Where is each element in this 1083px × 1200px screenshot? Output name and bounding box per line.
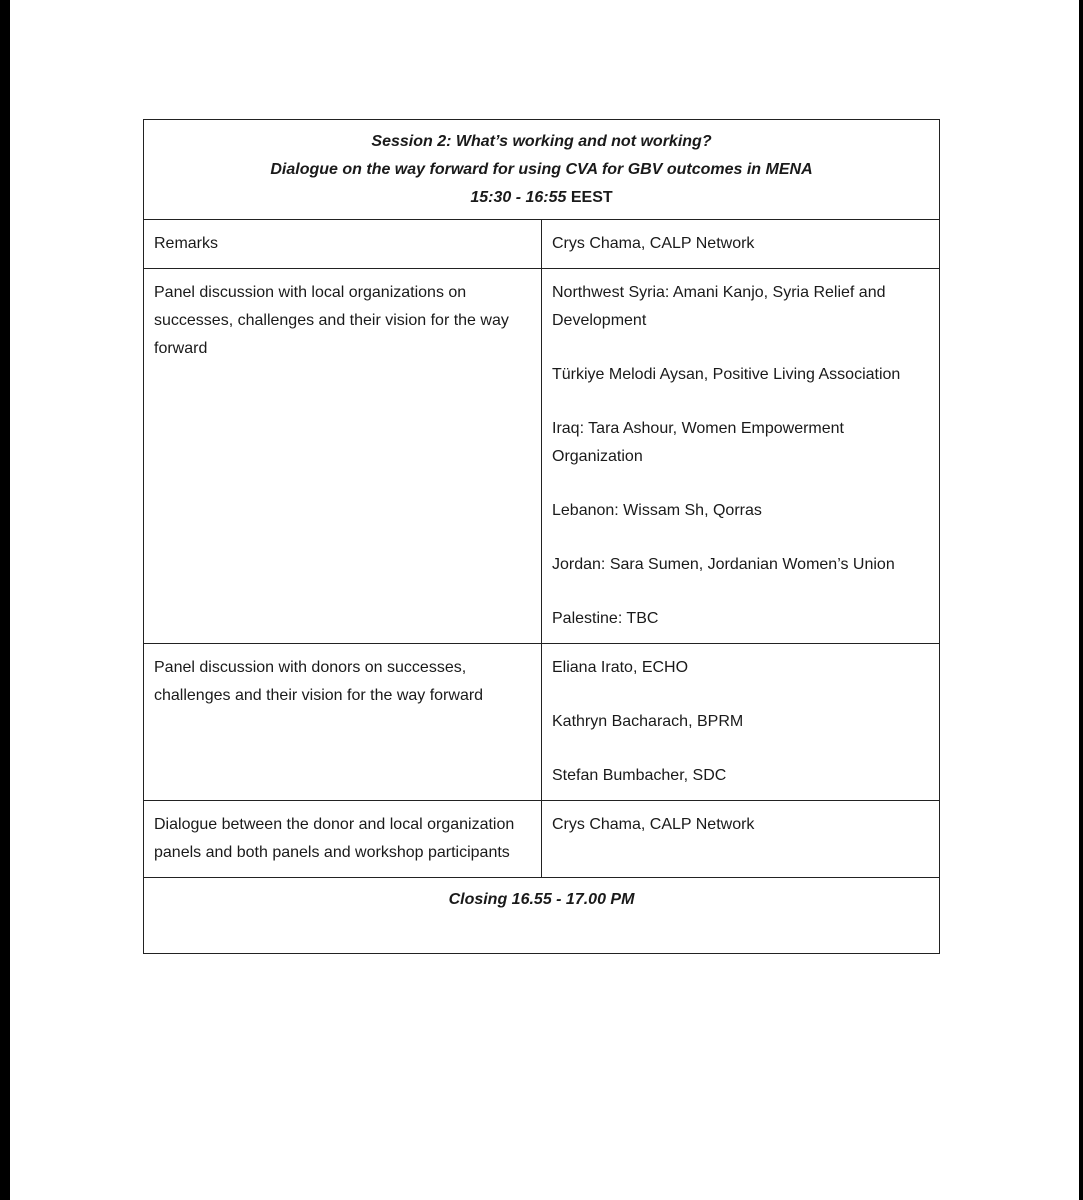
closing-label: Closing 16.55 - 17.00 PM <box>144 878 940 954</box>
table-row <box>144 644 940 801</box>
speaker: Stefan Bumbacher, SDC <box>552 767 727 784</box>
speaker: Lebanon: Wissam Sh, Qorras <box>552 502 762 519</box>
agenda-item: Remarks <box>144 220 542 269</box>
session-time <box>154 184 929 212</box>
speaker: Crys Chama, CALP Network <box>552 816 755 833</box>
speaker: Kathryn Bacharach, BPRM <box>552 713 744 730</box>
page-edge-left <box>0 0 10 1200</box>
session-title: Session 2: What’s working and not working? <box>371 133 712 150</box>
speaker: Eliana Irato, ECHO <box>552 659 689 676</box>
session-header-row <box>144 120 940 220</box>
speaker: Jordan: Sara Sumen, Jordanian Women’s Union <box>552 556 895 573</box>
table-row <box>144 220 940 269</box>
agenda-table <box>143 119 940 954</box>
speaker: Palestine: TBC <box>552 610 659 627</box>
table-row <box>144 801 940 878</box>
speaker: Iraq: Tara Ashour, Women Empowerment Organization <box>552 420 844 465</box>
session-timezone: EEST <box>570 189 613 206</box>
closing-row <box>144 878 940 954</box>
agenda-item: Panel discussion with donors on successes, challenges and their vision for the way forward <box>144 644 542 801</box>
session-header <box>144 120 940 220</box>
session-subtitle: Dialogue on the way forward for using CVA for GBV outcomes in MENA <box>270 161 813 178</box>
speaker: Türkiye Melodi Aysan, Positive Living Association <box>552 366 901 383</box>
agenda-item: Dialogue between the donor and local organization panels and both panels and workshop participants <box>144 801 542 878</box>
speaker-cell <box>542 644 940 801</box>
speaker-cell <box>542 801 940 878</box>
speaker: Northwest Syria: Amani Kanjo, Syria Relief and Development <box>552 284 886 329</box>
speaker-cell <box>542 220 940 269</box>
session-time-range: 15:30 - 16:55 <box>470 189 567 206</box>
table-row <box>144 269 940 644</box>
page-edge-right <box>1079 0 1083 1200</box>
speaker-cell <box>542 269 940 644</box>
agenda-item: Panel discussion with local organizations on successes, challenges and their vision for the way forward <box>144 269 542 644</box>
speaker: Crys Chama, CALP Network <box>552 235 755 252</box>
